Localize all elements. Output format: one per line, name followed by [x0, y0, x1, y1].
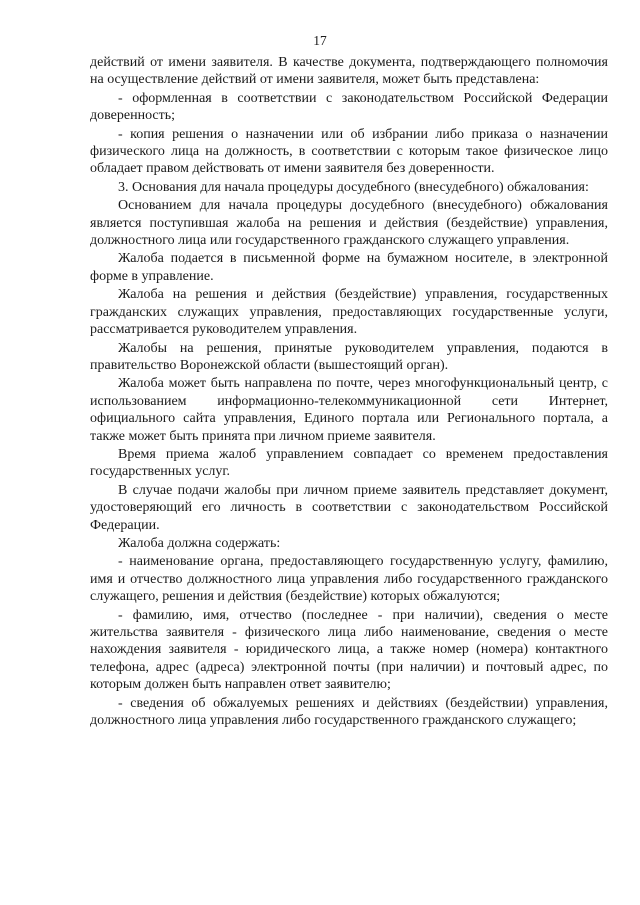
- paragraph-identity-document: В случае подачи жалобы при личном приеме заявитель представляет документ, удостоверяющий его личность в соответствии с законодательством Российской Федерации.: [90, 482, 608, 533]
- paragraph-complaint-contents-heading: Жалоба должна содержать:: [118, 535, 281, 551]
- paragraph-reception-time: Время приема жалоб управлением совпадает со временем предоставления государственных услуг.: [90, 446, 608, 480]
- section-heading-grounds: 3. Основания для начала процедуры досудебного (внесудебного) обжалования:: [118, 179, 589, 195]
- paragraph-submission-channels: Жалоба может быть направлена по почте, через многофункциональный центр, с использованием информационно-телекоммуникационной сети Интернет, официального сайта управления, Единого портала или Регионального портала, а также может быть принята при личном приеме заявителя.: [90, 376, 608, 444]
- paragraph-review-by-head: Жалоба на решения и действия (бездействие) управления, государственных гражданских служащих управления, предоставляющих государственные услуги, рассматривается руководителем управления.: [90, 287, 608, 338]
- paragraph-continuation: действий от имени заявителя. В качестве документа, подтверждающего полномочия на осуществление действий от имени заявителя, может быть представлена:: [90, 55, 608, 88]
- page-number: 17: [313, 33, 327, 48]
- list-item-appealed-decisions: - сведения об обжалуемых решениях и действиях (бездействии) управления, должностного лица управления либо государственного гражданского служащего;: [90, 695, 608, 729]
- document-body: [90, 54, 608, 730]
- list-item-power-of-attorney: - оформленная в соответствии с законодательством Российской Федерации доверенность;: [90, 90, 608, 124]
- paragraph-appeal-to-government: Жалобы на решения, принятые руководителем управления, подаются в правительство Воронежской области (вышестоящий орган).: [90, 340, 608, 373]
- paragraph-grounds: Основанием для начала процедуры досудебного (внесудебного) обжалования является поступившая жалоба на решения и действия (бездействие) управления, должностного лица или государственного гражданского служащего управления.: [90, 198, 608, 249]
- list-item-appointment-copy: - копия решения о назначении или об избрании либо приказа о назначении физического лица на должность, в соответствии с которым такое физическое лицо обладает правом действовать от имени заявителя без доверенности.: [90, 126, 608, 177]
- paragraph-submission-form: Жалоба подается в письменной форме на бумажном носителе, в электронной форме в управление.: [90, 251, 608, 284]
- list-item-applicant-details: - фамилию, имя, отчество (последнее - при наличии), сведения о месте жительства заявителя - физического лица либо наименование, сведения о месте нахождения заявителя - юридического лица, а также номер (номера) контактного телефона, адрес (адреса) электронной почты (при наличии) и почтовый адрес, по которым должен быть направлен ответ заявителю;: [90, 607, 608, 693]
- list-item-authority-name: - наименование органа, предоставляющего государственную услугу, фамилию, имя и отчество должностного лица управления либо государственного гражданского служащего, решения и действия (бездействие) которых обжалуются;: [90, 554, 608, 605]
